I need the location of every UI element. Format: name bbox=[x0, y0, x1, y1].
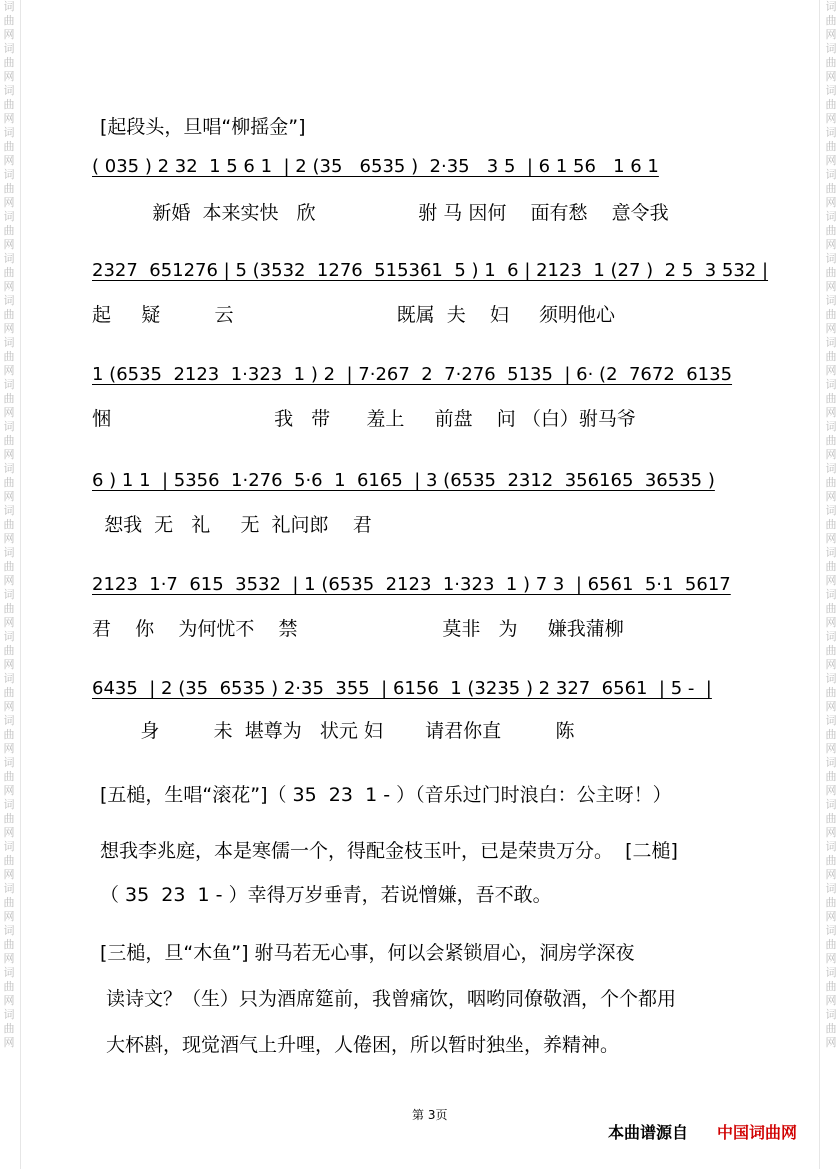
lyrics-line: 起 疑 云 既属 夫 妇 须明他心 bbox=[92, 304, 616, 326]
notation-line: 6435 | 2 (35 6535 ) 2·35 355 | 6156 1 (3235 ) 2 327 6561 | 5 - | bbox=[92, 678, 712, 699]
left-margin-line bbox=[20, 0, 21, 1169]
text-paragraph: 想我李兆庭，本是寒儒一个，得配金枝玉叶，已是荣贵万分。 [二槌] bbox=[100, 840, 678, 862]
text-paragraph: （ 35 23 1 - ）幸得万岁垂青，若说憎嫌，吾不敢。 bbox=[100, 884, 552, 906]
page-number: 第 3页 bbox=[412, 1108, 448, 1122]
lyrics-line: 身 未 堪尊为 状元 妇 请君你直 陈 bbox=[92, 720, 575, 742]
text-paragraph: [三槌，旦“木鱼”] 驸马若无心事，何以会紧锁眉心，洞房学深夜 bbox=[100, 942, 635, 964]
notation-line: 6 ) 1 1 | 5356 1·276 5·6 1 6165 | 3 (6535 2312 356165 36535 ) bbox=[92, 470, 715, 491]
text-paragraph: 读诗文？（生）只为酒席筵前，我曾痛饮，咽哟同僚敬酒，个个都用 bbox=[100, 988, 677, 1010]
watermark-left: 词曲网词曲网词曲网词曲网词曲网词曲网词曲网词曲网词曲网词曲网词曲网词曲网词曲网词曲网词曲网词曲网词曲网词曲网词曲网词曲网词曲网词曲网词曲网词曲网词曲网 bbox=[3, 0, 15, 1049]
lyrics-line: 悃 我 带 羞上 前盘 问 （白）驸马爷 bbox=[92, 408, 636, 430]
text-paragraph: 大杯斟，现觉酒气上升哩，人倦困，所以暂时独坐，养精神。 bbox=[100, 1034, 620, 1056]
lyrics-line: 恕我 无 礼 无 礼问郎 君 bbox=[92, 514, 372, 536]
notation-line: ( 035 ) 2 32 1 5 6 1 | 2 (35 6535 ) 2·35 3 5 | 6 1 56 1 6 1 bbox=[92, 156, 659, 177]
section-heading: [起段头，旦唱“柳摇金”] bbox=[100, 116, 306, 138]
notation-line: 2327 651276 | 5 (3532 1276 515361 5 ) 1 6 | 2123 1 (27 ) 2 5 3 532 | bbox=[92, 260, 769, 281]
notation-line: 2123 1·7 615 3532 | 1 (6535 2123 1·323 1 ) 7 3 | 6561 5·1 5617 bbox=[92, 574, 731, 595]
text-paragraph: [五槌，生唱“滚花”]（ 35 23 1 - ）（音乐过门时浪白：公主呀！） bbox=[100, 784, 672, 806]
notation-line: 1 (6535 2123 1·323 1 ) 2 | 7·267 2 7·276 5135 | 6· (2 7672 6135 bbox=[92, 364, 733, 385]
lyrics-line: 新婚 本来实快 欣 驸 马 因何 面有愁 意令我 bbox=[92, 202, 669, 224]
right-margin-line bbox=[819, 0, 820, 1169]
lyrics-line: 君 你 为何忧不 禁 莫非 为 嫌我蒲柳 bbox=[92, 618, 624, 640]
source-site-link[interactable]: 中国词曲网 bbox=[717, 1123, 798, 1142]
source-label: 本曲谱源自 bbox=[608, 1123, 689, 1142]
watermark-right: 词曲网词曲网词曲网词曲网词曲网词曲网词曲网词曲网词曲网词曲网词曲网词曲网词曲网词曲网词曲网词曲网词曲网词曲网词曲网词曲网词曲网词曲网词曲网词曲网词曲网 bbox=[825, 0, 837, 1049]
